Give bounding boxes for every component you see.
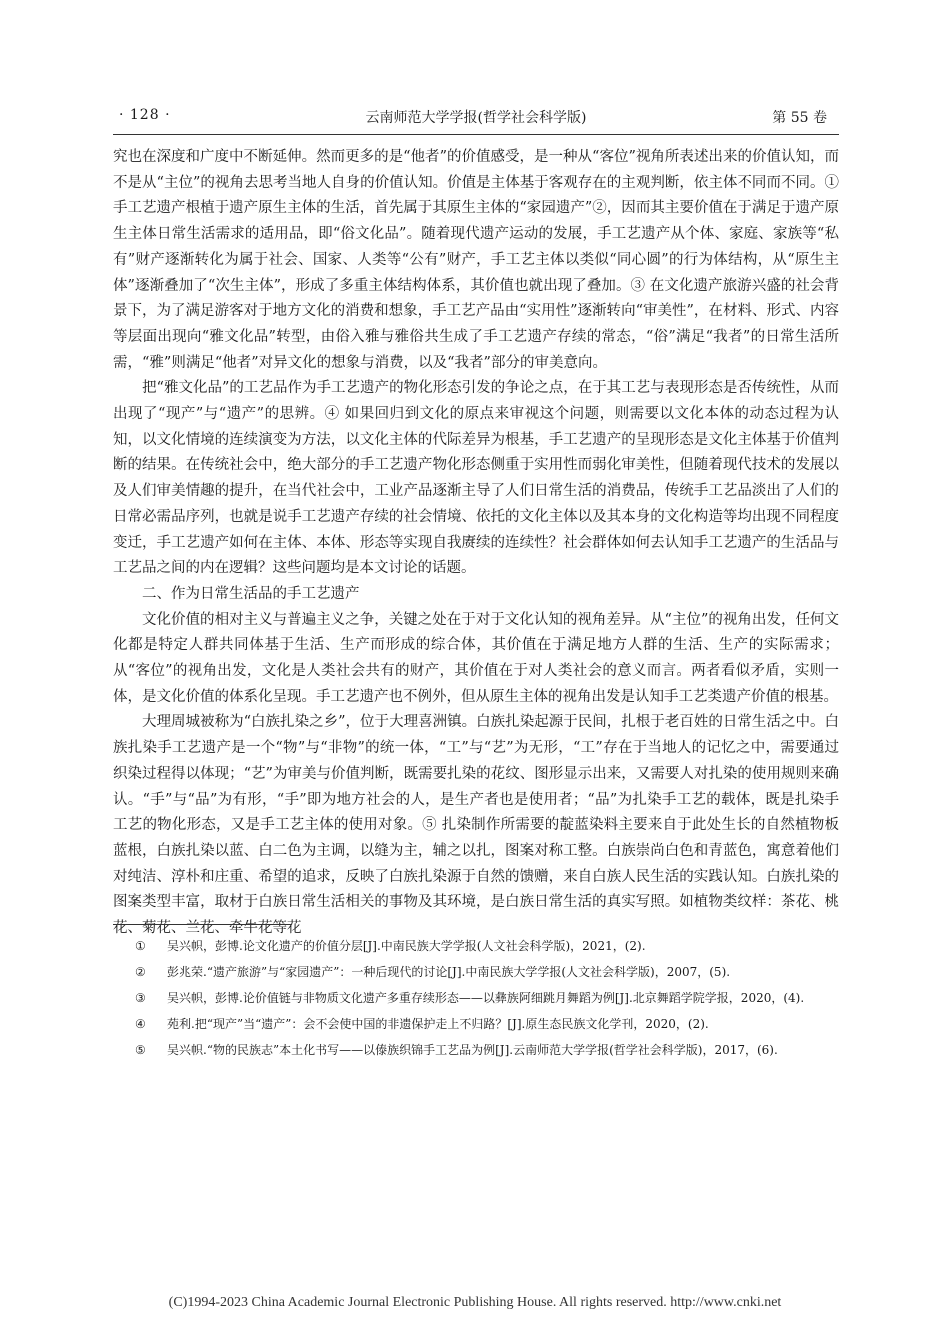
article-body — [113, 145, 839, 942]
paragraph-1: 究也在深度和广度中不断延伸。然而更多的是“他者”的价值感受，是一种从“客位”视角所表述出来的价值认知，而不是从“主位”的视角去思考当地人自身的价值认知。价值是主体基于客观存在的主观判断，依主体不同而不同。① 手工艺遗产根植于遗产原生主体的生活，首先属于其原生主体的“家园遗产”②，因而其主要价值在于满足于遗产原生主体日常生活需求的适用品，即“俗文化品”。随着现代遗产运动的发展，手工艺遗产从个体、家庭、家族等“私有”财产逐渐转化为属于社会、国家、人类等“公有”财产，手工艺主体以类似“同心圆”的行为体结构，从“原生主体”逐渐叠加了“次生主体”，形成了多重主体结构体系，其价值也就出现了叠加。③ 在文化遗产旅游兴盛的社会背景下，为了满足游客对于地方文化的消费和想象，手工艺产品由“实用性”逐渐转向“审美性”，在材料、形式、内容等层面出现向“雅文化品”转型，由俗入雅与雅俗共生成了手工艺遗产存续的常态，“俗”满足“我者”的日常生活所需，“雅”则满足“他者”对异文化的想象与消费，以及“我者”部分的审美意向。 — [113, 149, 839, 371]
footnote — [113, 1040, 839, 1060]
footnote — [113, 936, 839, 956]
footnote-text: 吴兴帜，彭博.论文化遗产的价值分层[J].中南民族大学学报(人文社会科学版)，2021，(2). — [167, 939, 646, 953]
footnote — [113, 988, 839, 1008]
header-rule — [113, 134, 839, 135]
footnote-mark: ③ — [135, 991, 146, 1005]
paragraph-2: 把“雅文化品”的工艺品作为手工艺遗产的物化形态引发的争论之点，在于其工艺与表现形态是否传统性，从而出现了“现产”与“遗产”的思辨。④ 如果回归到文化的原点来审视这个问题，则需要以文化本体的动态过程为认知，以文化情境的连续演变为方法，以文化主体的代际差异为根基，手工艺遗产的呈现形态是文化主体基于价值判断的结果。在传统社会中，绝大部分的手工艺遗产物化形态侧重于实用性而弱化审美性，但随着现代技术的发展以及人们审美情趣的提升，在当代社会中，工业产品逐渐主导了人们日常生活的消费品，传统手工艺品淡出了人们的日常必需品序列，也就是说手工艺遗产存续的社会情境、依托的文化主体以及其本身的文化构造等均出现不同程度变迁，手工艺遗产如何在主体、本体、形态等实现自我赓续的连续性？社会群体如何去认知手工艺遗产的生活品与工艺品之间的内在逻辑？这些问题均是本文讨论的话题。 — [113, 380, 839, 577]
paragraph-4: 大理周城被称为“白族扎染之乡”，位于大理喜洲镇。白族扎染起源于民间，扎根于老百姓的日常生活之中。白族扎染手工艺遗产是一个“物”与“非物”的统一体，“工”与“艺”为无形，“工”存在于当地人的记忆之中，需要通过织染过程得以体现；“艺”为审美与价值判断，既需要扎染的花纹、图形显示出来，又需要人对扎染的使用规则来确认。“手”与“品”为有形，“手”即为地方社会的人，是生产者也是使用者；“品”为扎染手工艺的载体，既是扎染手工艺的物化形态，又是手工艺主体的使用对象。⑤ 扎染制作所需要的靛蓝染料主要来自于此处生长的自然植物板蓝根，白族扎染以蓝、白二色为主调，以缝为主，辅之以扎，图案对称工整。白族崇尚白色和青蓝色，寓意着他们对纯洁、淳朴和庄重、希望的追求，反映了白族扎染源于自然的馈赠，来自白族人民生活的实践认知。白族扎染的图案类型丰富，取材于白族日常生活相关的事物及其环境，是白族日常生活的真实写照。如植物类纹样：茶花、桃花、菊花、兰花、牵牛花等花 — [113, 714, 839, 937]
footnotes — [113, 936, 839, 1066]
footnote-mark: ⑤ — [135, 1043, 146, 1057]
footnote-mark: ② — [135, 965, 146, 979]
footnote — [113, 962, 839, 982]
page-number: · 128 · — [119, 107, 171, 123]
journal-title: 云南师范大学学报(哲学社会科学版) — [365, 110, 587, 126]
page-header — [113, 103, 839, 129]
footnote-text: 吴兴帜.“物的民族志”本土化书写——以傣族织锦手工艺品为例[J].云南师范大学学报(哲学社会科学版)，2017，(6). — [167, 1043, 778, 1057]
footnote-text: 苑利.把“现产”当“遗产”：会不会使中国的非遗保护走上不归路？[J].原生态民族文化学刊，2020，(2). — [167, 1017, 709, 1031]
footnote — [113, 1014, 839, 1034]
section-heading: 二、作为日常生活品的手工艺遗产 — [142, 585, 360, 602]
footnote-mark: ① — [135, 939, 146, 953]
footnote-text: 彭兆荣.“遗产旅游”与“家园遗产”：一种后现代的讨论[J].中南民族大学学报(人文社会科学版)，2007，(5). — [167, 965, 731, 979]
volume-label: 第 55 卷 — [772, 110, 827, 126]
footnote-text: 吴兴帜，彭博.论价值链与非物质文化遗产多重存续形态——以彝族阿细跳月舞蹈为例[J].北京舞蹈学院学报，2020，(4). — [167, 991, 805, 1005]
footnote-rule — [113, 924, 291, 925]
paragraph-3: 文化价值的相对主义与普遍主义之争，关键之处在于对于文化认知的视角差异。从“主位”的视角出发，任何文化都是特定人群共同体基于生活、生产而形成的综合体，其价值在于满足地方人群的生活、生产的实际需求；从“客位”的视角出发，文化是人类社会共有的财产，其价值在于对人类社会的意义而言。两者看似矛盾，实则一体，是文化价值的体系化呈现。手工艺遗产也不例外，但从原生主体的视角出发是认知手工艺类遗产价值的根基。 — [113, 611, 839, 705]
footnote-mark: ④ — [135, 1017, 146, 1031]
copyright-line: (C)1994-2023 China Academic Journal Electronic Publishing House. All rights reserved. http://www.cnki.net — [168, 1295, 782, 1310]
